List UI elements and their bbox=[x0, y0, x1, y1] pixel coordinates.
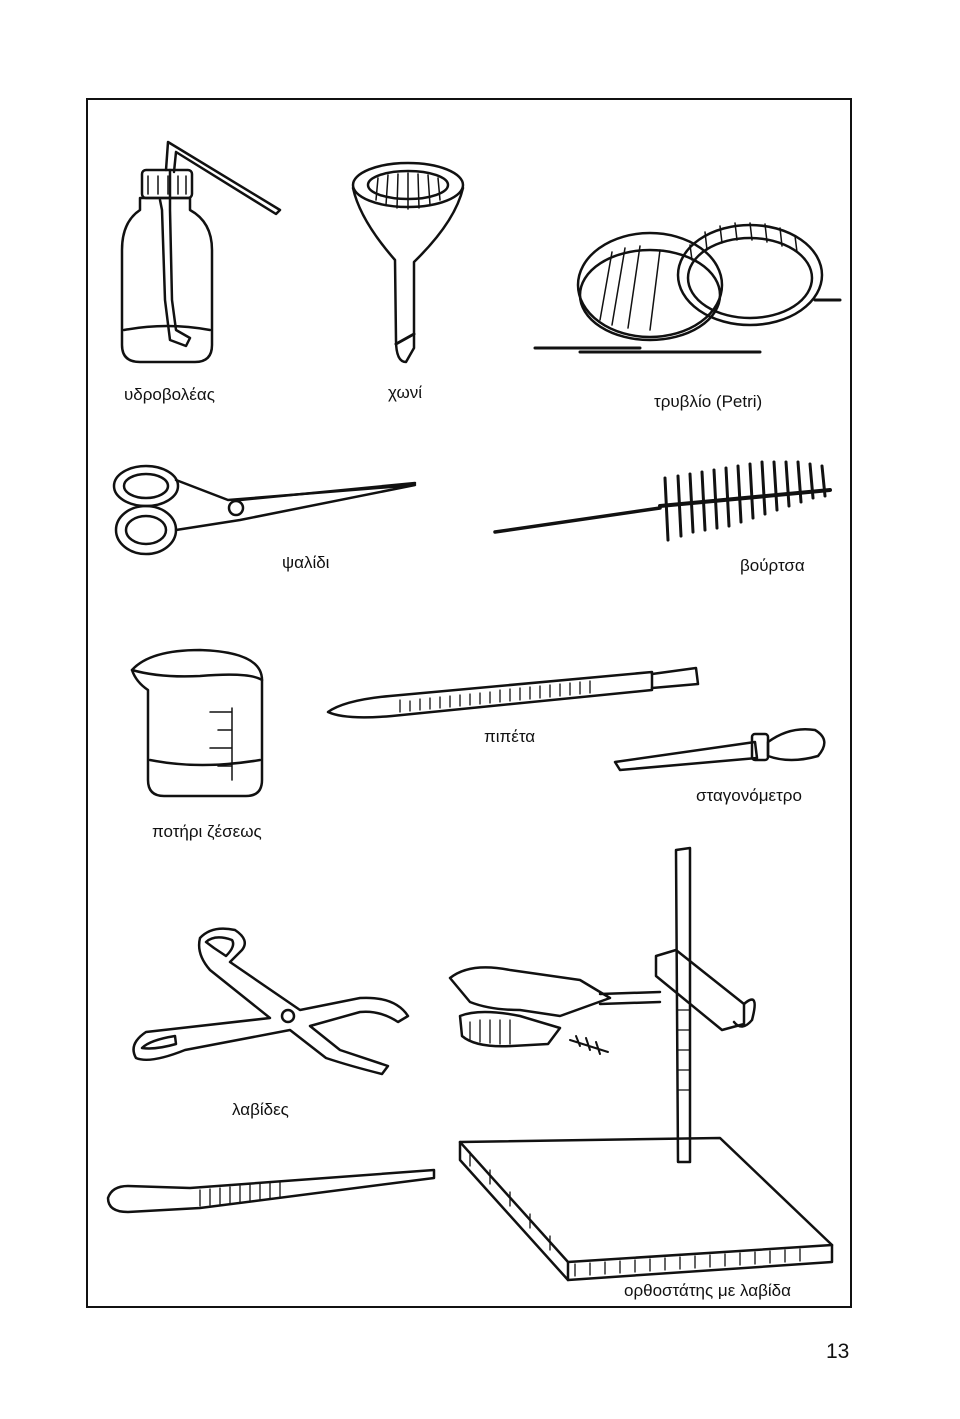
brush-drawing bbox=[495, 462, 830, 540]
label-stand: ορθοστάτης με λαβίδα bbox=[624, 1281, 791, 1300]
label-scissors: ψαλίδι bbox=[282, 553, 330, 572]
forceps-drawing bbox=[108, 1170, 434, 1212]
funnel-drawing bbox=[353, 163, 463, 362]
label-dropper: σταγονόμετρο bbox=[696, 786, 802, 805]
label-beaker: ποτήρι ζέσεως bbox=[152, 822, 262, 841]
stand-with-clamp-drawing bbox=[450, 848, 832, 1280]
wash-bottle-drawing bbox=[122, 142, 280, 362]
petri-dish-drawing bbox=[535, 223, 840, 352]
page-number: 13 bbox=[826, 1340, 850, 1363]
label-tongs: λαβίδες bbox=[232, 1100, 289, 1119]
label-petri-dish: τρυβλίο (Petri) bbox=[654, 392, 763, 411]
dropper-drawing bbox=[615, 729, 824, 770]
beaker-drawing bbox=[132, 650, 262, 796]
pipette-drawing bbox=[328, 668, 698, 717]
label-pipette: πιπέτα bbox=[484, 727, 536, 746]
label-funnel: χωνί bbox=[388, 383, 423, 402]
label-wash-bottle: υδροβολέας bbox=[124, 385, 215, 404]
tongs-drawing bbox=[134, 929, 408, 1074]
label-brush: βούρτσα bbox=[740, 556, 805, 575]
scissors-drawing bbox=[114, 466, 415, 554]
